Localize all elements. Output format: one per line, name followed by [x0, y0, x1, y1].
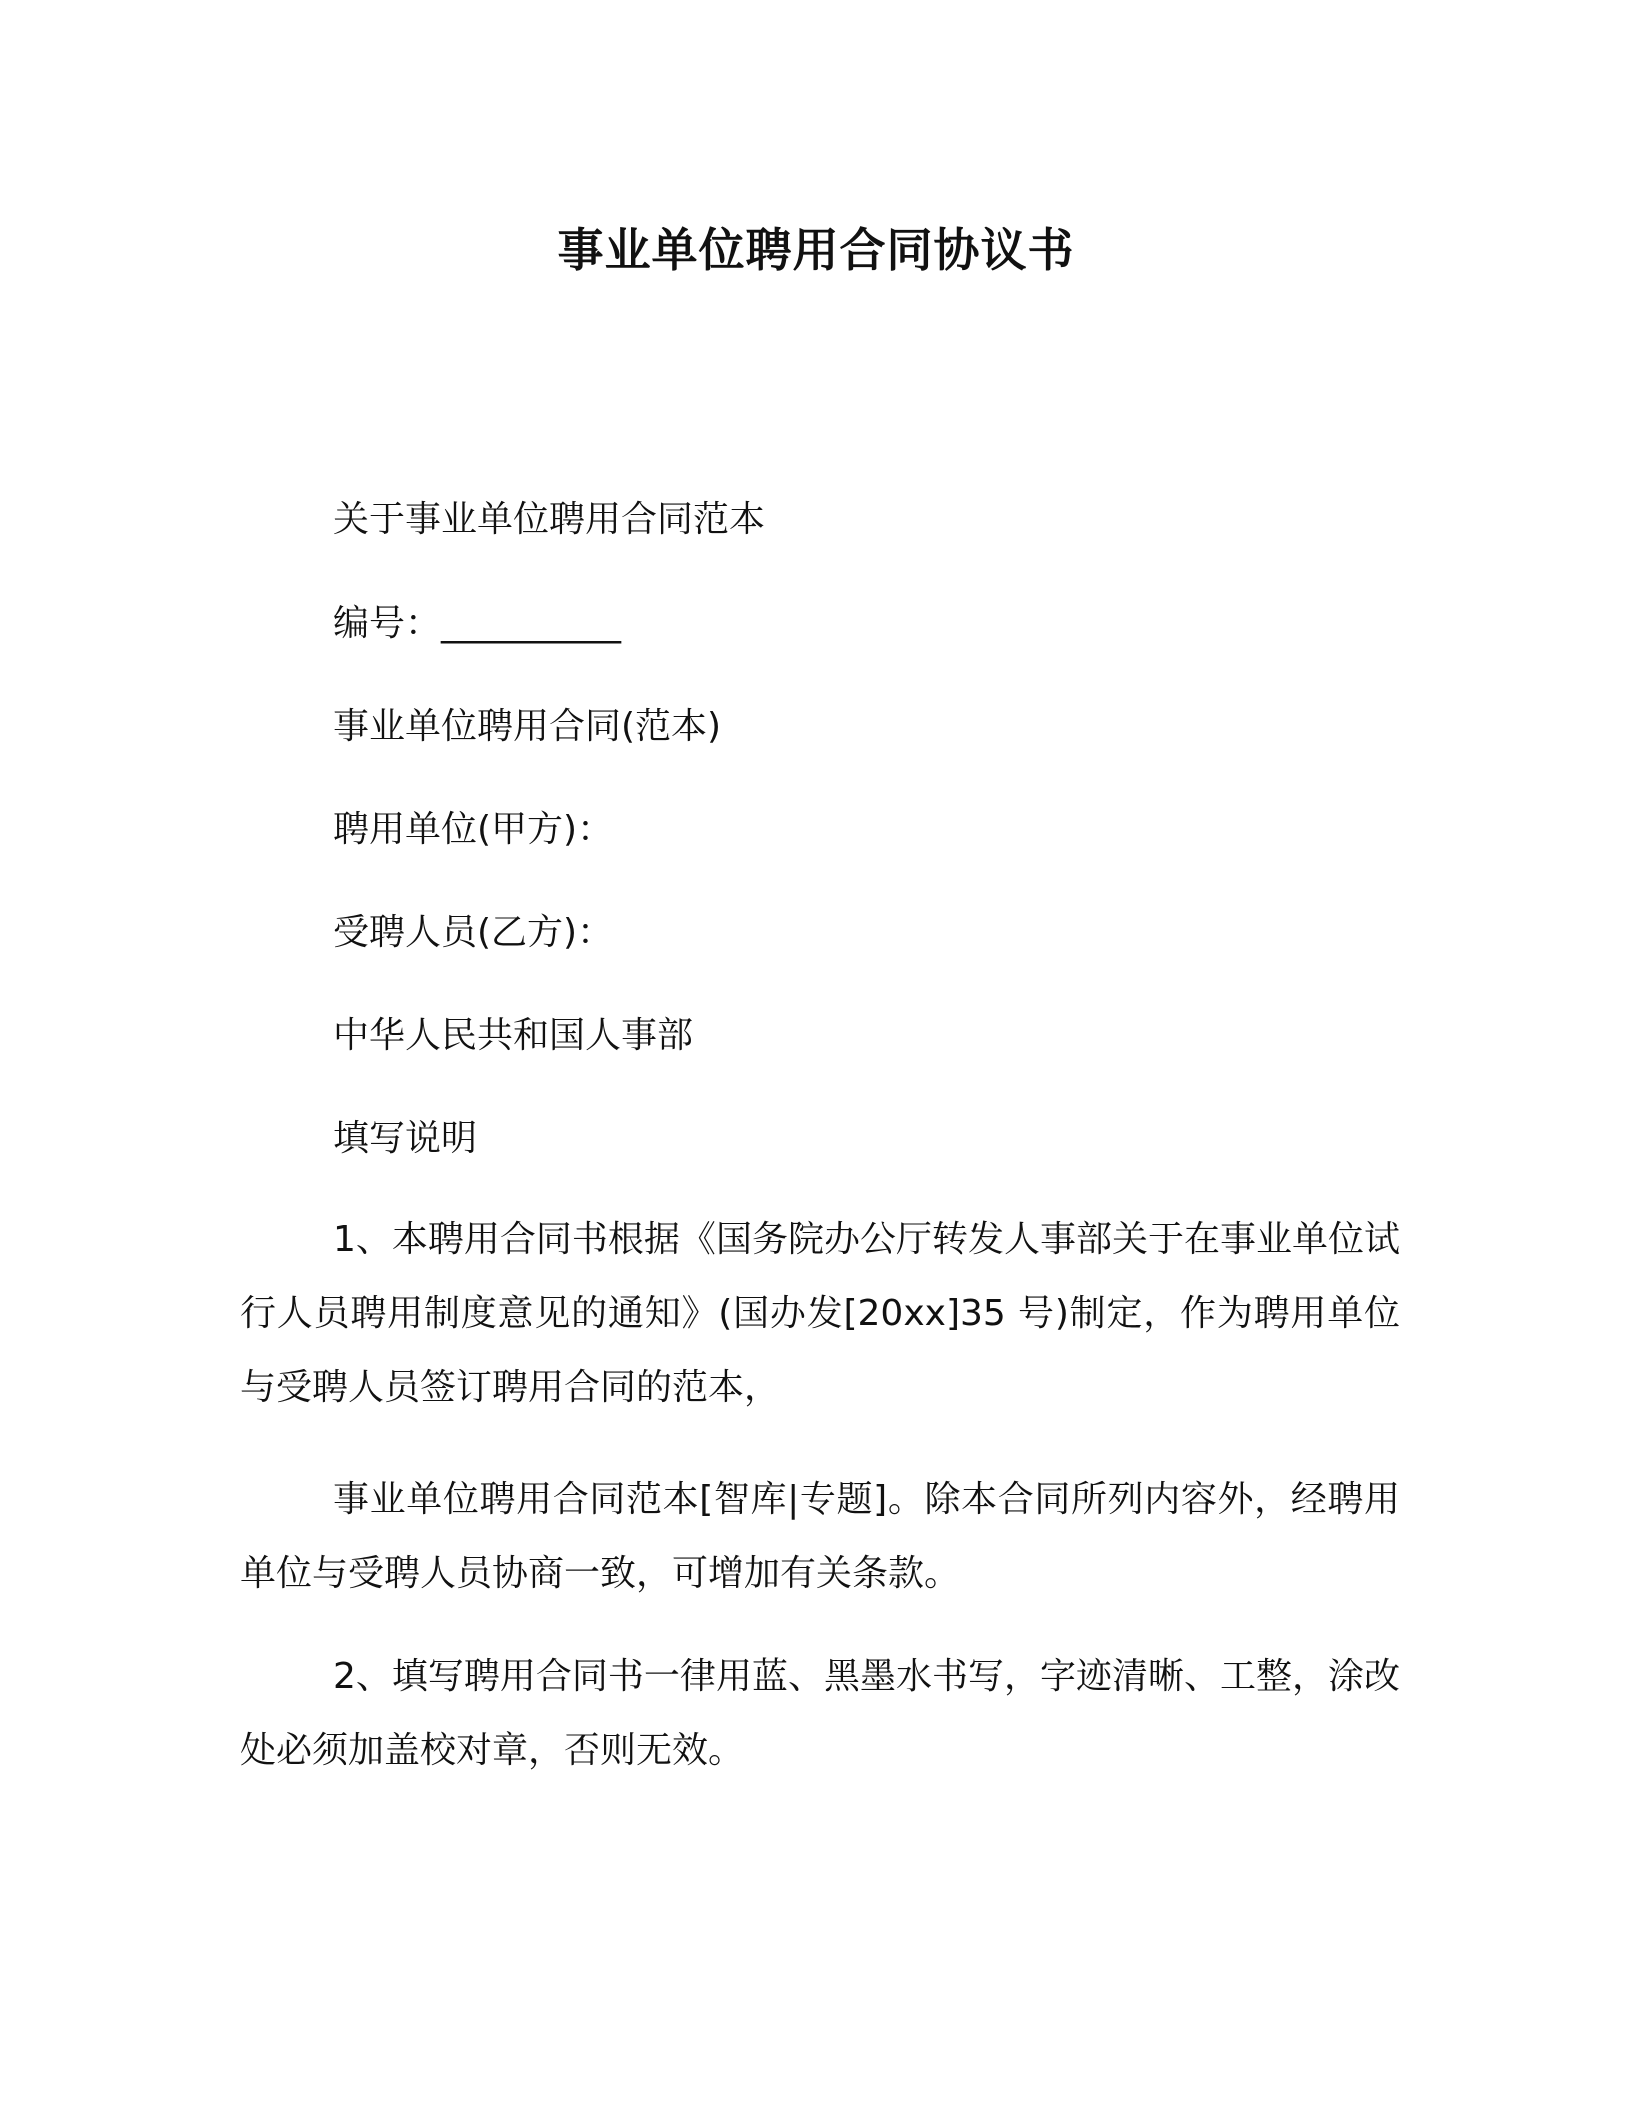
party-a-line: 聘用单位(甲方)： — [333, 809, 614, 850]
party-b-line: 受聘人员(乙方)： — [333, 912, 614, 953]
issuer-line: 中华人民共和国人事部 — [333, 1015, 694, 1056]
instruction-paragraph-2: 事业单位聘用合同范本[智库|专题]。除本合同所列内容外，经聘用单位与受聘人员协商一致，可增加有关条款。 — [240, 1479, 1400, 1594]
subtitle-line: 关于事业单位聘用合同范本 — [333, 499, 766, 540]
document-title: 事业单位聘用合同协议书 — [557, 223, 1075, 277]
number-field-line: 编号：__________ — [333, 603, 622, 644]
instructions-heading: 填写说明 — [333, 1118, 478, 1159]
contract-template-line: 事业单位聘用合同(范本) — [333, 706, 722, 747]
instruction-paragraph-3: 2、填写聘用合同书一律用蓝、黑墨水书写，字迹清晰、工整，涂改处必须加盖校对章，否则无效。 — [240, 1656, 1400, 1771]
instruction-paragraph-1: 1、本聘用合同书根据《国务院办公厅转发人事部关于在事业单位试行人员聘用制度意见的通知》(国办发[20xx]35 号)制定，作为聘用单位与受聘人员签订聘用合同的范本， — [240, 1219, 1400, 1408]
